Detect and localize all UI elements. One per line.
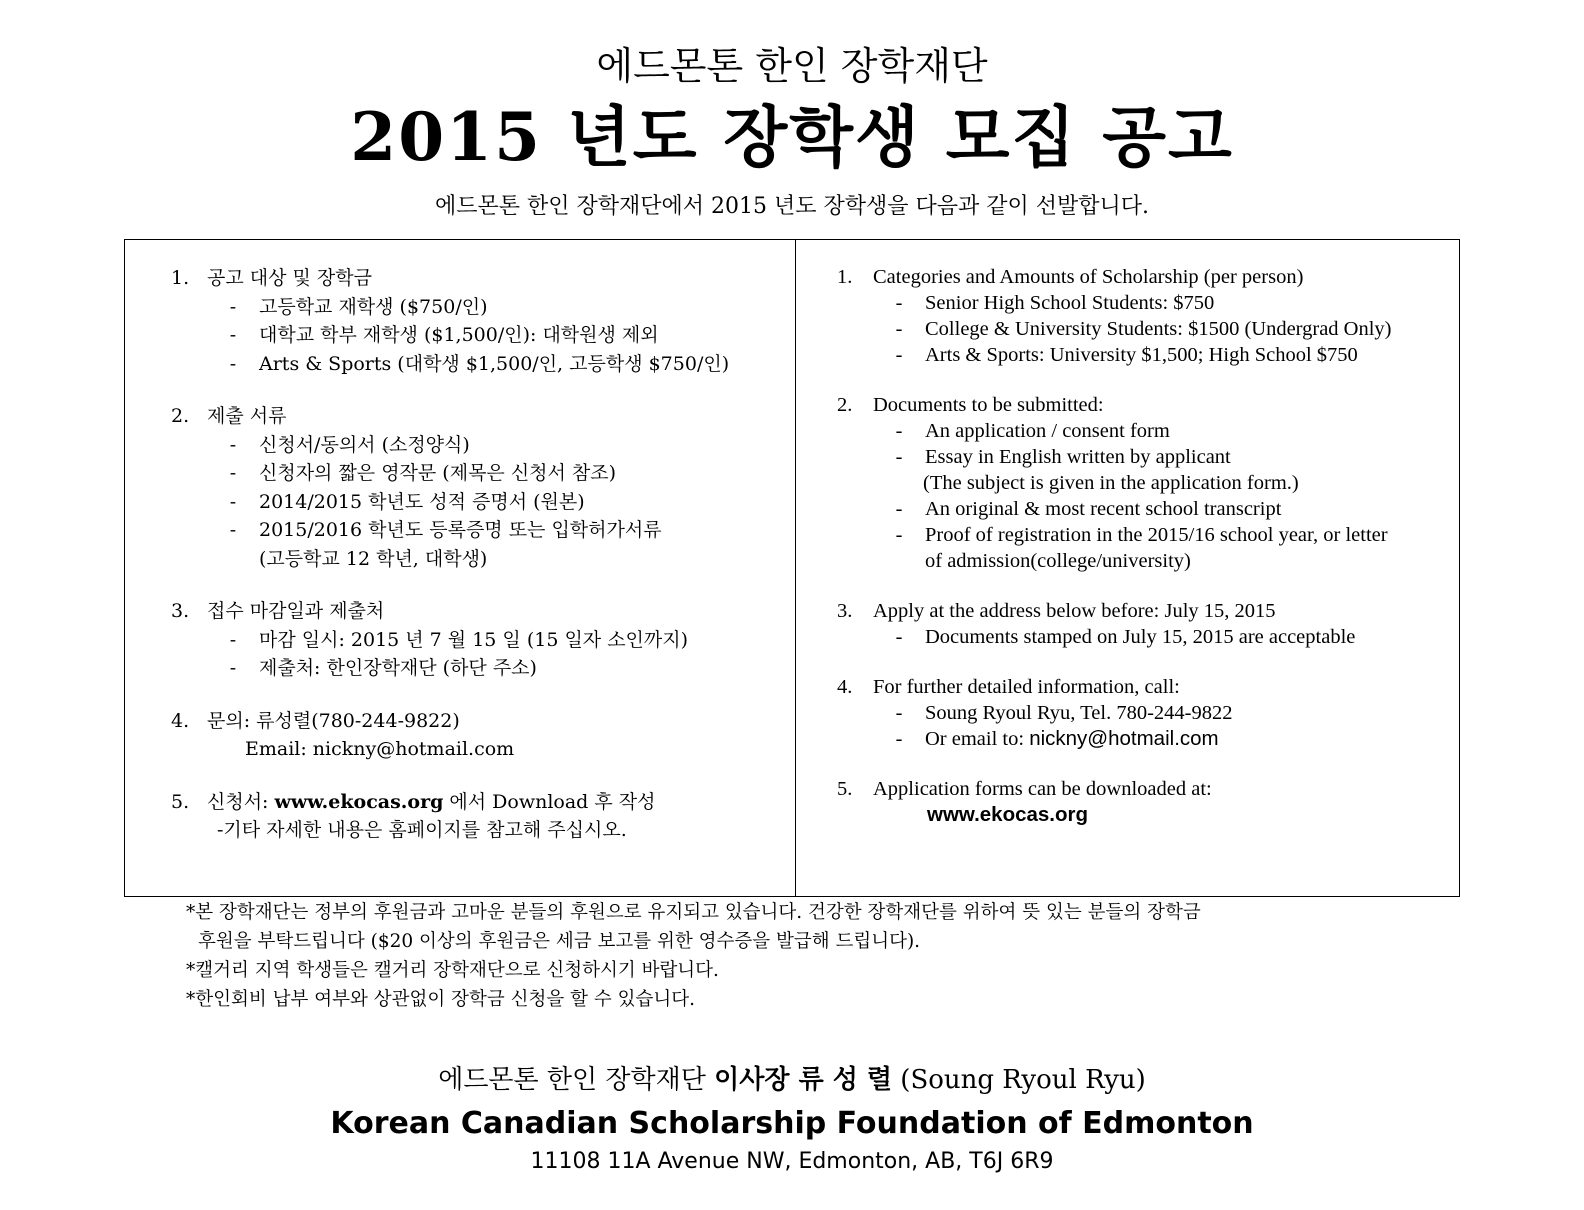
list-item: - 고등학교 재학생 ($750/인) [229,295,488,318]
list-item: - Proof of registration in the 2015/16 school year, or letter [895,524,1388,546]
section-title: For further detailed information, call: [873,676,1180,698]
en-section-2 [837,392,1447,574]
note-line: *본 장학재단는 정부의 후원금과 고마운 분들의 후원으로 유지되고 있습니다. 건강한 장학재단를 위하여 뜻 있는 분들의 장학금 [186,902,1201,923]
contact-phone: 문의: 류성렬(780-244-9822) [207,709,460,732]
section-title: 공고 대상 및 장학금 [207,267,372,289]
en-section-1 [837,264,1447,368]
english-column [837,264,1447,828]
column-divider [795,240,796,896]
list-item: - An application / consent form [895,420,1170,442]
ko-section-1 [171,264,771,378]
list-item: - 신청서/동의서 (소정양식) [229,433,470,456]
section-number: 5. [171,790,190,813]
notes [186,898,1446,1014]
list-item-continuation: of admission(college/university) [925,550,1191,572]
section-number: 3. [171,600,190,622]
website-link[interactable]: www.ekocas.org [927,803,1089,826]
list-item: - 2014/2015 학년도 성적 증명서 (원본) [229,490,585,513]
korean-column [171,264,771,845]
ko-section-5: 5. 신청서: www.ekocas.org 에서 Download 후 작성 -기타 자세한 내용은 홈페이지를 참고해 주십시오. [171,788,771,845]
list-item: - Arts & Sports: University $1,500; High School $750 [895,344,1358,366]
note-line: *한인회비 납부 여부와 상관없이 장학금 신청을 할 수 있습니다. [186,989,695,1010]
list-item-continuation: (고등학교 12 학년, 대학생) [259,547,488,570]
list-item-continuation: (The subject is given in the application form.) [923,472,1299,494]
list-item: - College & University Students: $1500 (Undergrad Only) [895,318,1392,340]
section-number: 2. [171,405,190,427]
section-number: 5. [837,778,853,800]
list-item: - Senior High School Students: $750 [895,292,1215,314]
website-note: -기타 자세한 내용은 홈페이지를 참고해 주십시오. [217,819,627,841]
list-item: - Documents stamped on July 15, 2015 are acceptable [895,626,1356,648]
section-number: 4. [837,676,853,698]
section-title: Apply at the address below before: July 15, 2015 [873,600,1276,622]
list-item: - An original & most recent school transcript [895,498,1282,520]
list-item: - 대학교 학부 재학생 ($1,500/인): 대학원생 제외 [229,324,659,346]
list-item: - Essay in English written by applicant [895,446,1231,468]
list-item: - Soung Ryoul Ryu, Tel. 780-244-9822 [895,702,1233,724]
email-link[interactable]: nickny@hotmail.com [1029,727,1219,750]
info-box [124,239,1460,897]
list-item: - 2015/2016 학년도 등록증명 또는 입학허가서류 [229,519,662,541]
note-line: *캘거리 지역 학생들은 캘거리 장학재단으로 신청하시기 바랍니다. [186,960,719,981]
section-title: Documents to be submitted: [873,394,1104,416]
section-title: 제출 서류 [207,405,287,427]
foundation-name: Korean Canadian Scholarship Foundation of Edmonton [330,1106,1254,1141]
contact-email: Email: nickny@hotmail.com [245,738,515,760]
note-line: 후원을 부탁드립니다 ($20 이상의 후원금은 세금 보고를 위한 영수증을 발급해 드립니다). [198,931,921,952]
ko-section-2 [171,402,771,573]
section-title: 접수 마감일과 제출처 [207,600,385,622]
ko-section-3 [171,597,771,683]
en-section-4 [837,674,1447,752]
section-number: 1. [171,267,190,289]
en-section-3 [837,598,1447,650]
section-title: Categories and Amounts of Scholarship (per person) [873,266,1304,288]
website-link[interactable]: www.ekocas.org [274,790,444,813]
ko-section-4 [171,707,771,764]
section-number: 3. [837,600,853,622]
list-item: - 마감 일시: 2015 년 7 월 15 일 (15 일자 소인까지) [229,628,689,651]
page-title: 2015 년도 장학생 모집 공고 [350,98,1234,176]
section-number: 2. [837,394,853,416]
list-item: - 신청자의 짧은 영작문 (제목은 신청서 참조) [229,462,617,484]
list-item: - 제출처: 한인장학재단 (하단 주소) [229,657,537,679]
list-item: - Arts & Sports (대학생 $1,500/인, 고등학생 $750/인) [229,352,730,375]
page-subtitle: 에드몬톤 한인 장학재단에서 2015 년도 장학생을 다음과 같이 선발합니다. [435,194,1149,219]
section-number: 1. [837,266,853,288]
en-section-5 [837,776,1447,828]
org-name: 에드몬톤 한인 장학재단 [596,44,988,88]
chairman-line: 에드몬톤 한인 장학재단 이사장 류 성 렬 (Soung Ryoul Ryu) [438,1065,1146,1095]
chairman-name: 류 성 렬 [798,1065,893,1095]
list-item: - Or email to: nickny@hotmail.com [895,727,1219,750]
foundation-address: 11108 11A Avenue NW, Edmonton, AB, T6J 6R9 [530,1149,1054,1174]
section-number: 4. [171,709,190,732]
section-title: Application forms can be downloaded at: [873,778,1212,800]
